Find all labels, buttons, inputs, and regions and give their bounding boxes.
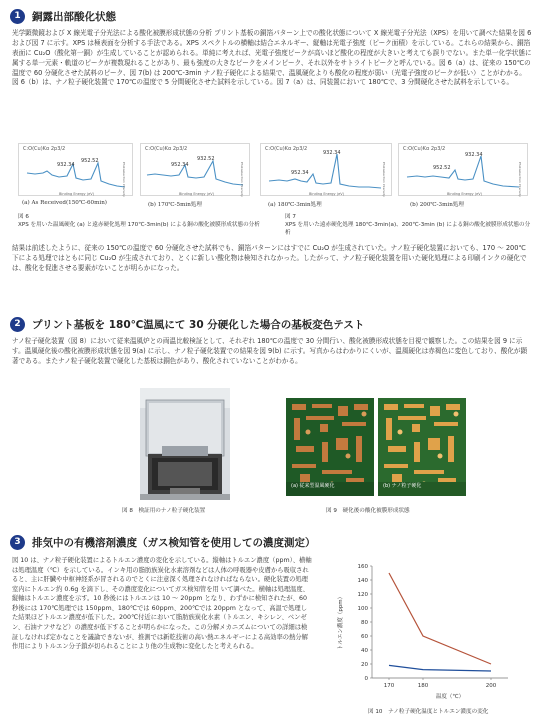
fig7-caption: XPS を用いた遠赤硬化処理 180℃-3min(a)、200℃-3min (b) による銅の酸化被膜形成状態の分析 [285, 222, 531, 237]
fig6-number: 図 6 [18, 214, 29, 220]
section1-paragraph: 光学顕微鏡および X 線光電子分光法による酸化被膜形成状態の分析 プリント基板の銅箔パターン上での酸化状態について X 線光電子分光法（XPS）を用いて調べた結果を図 6 および図 7 に示す。XPS は極表面を分析する手法である。XPS スペクトルの横軸は結合エネルギー、縦軸は光電子強度（ピーク面積）を示している。これらの結果から、銅箔表面に Cu₂O（酸化第一銅）が生成していることが認められる。単純に考えれば、光電子強度ピークが高いほど酸化の程度が大きいと考えても誤りでない。また単一化学状態に属する単一元素・軌道のピークが複数現れることがあり、最も強度の大きなピークをメインピーク、それ以外をサトライトピークと呼んでいる。図 6（a）は、従来の 150℃の温度で 60 分硬化させた試料のピーク、図 7(b) は 200℃-3min ナノ粒子硬化による結果で、温風硬化よりも酸化の程度が弱い（光電子強度のピークが低い）ことがわかる。図 6（b）は、ナノ粒子硬化装置で 170℃の温度で 5 分間硬化させた試料を示している。図 7（a）は、同装置において 180℃で、3 分間硬化させた試料を示している。 [12, 29, 532, 87]
spectrum-title: C:O(Cu)Kα 2p3/2 [23, 146, 66, 152]
fig7-number: 図 7 [285, 214, 296, 220]
section-number: 3 [10, 535, 25, 550]
y-tick-label: 140 [357, 578, 368, 584]
section2-paragraph: ナノ粒子硬化装置（図 8）において従来温風炉との両温比較検証として、それぞれ 180℃の温度で 30 分間行い、酸化被膜形成状態を目視で観察した。この結果を図 9 に示す。温風硬化後の酸化被膜形成状態を図 9(a) に示し、ナノ粒子硬化装置での結果を図 9(b) に示す。写真からはわかりにくいが、温風硬化は赤褐色に変色しており、酸化が顕著である。またナノ粒子硬化装置で硬化した基板は銅色があり、酸化されていないことがわかる。 [12, 337, 528, 365]
spectrum-label-d: (b) 200℃-3min処理 [410, 202, 464, 208]
fig8-caption: 図 8 検証用のナノ粒子硬化装置 [122, 508, 206, 514]
xps-spectrum-c [260, 143, 392, 196]
spectrum-xaxis: Binding Energy (eV) [59, 192, 94, 196]
fig9-caption: 図 9 硬化後の酸化被膜形成状態 [326, 508, 410, 514]
y-axis-label: トルエン濃度（ppm） [338, 593, 344, 651]
curing-device-photo [140, 388, 230, 500]
spectrum-yaxis: Photoelectron Intensity (cps) [382, 162, 386, 197]
spectrum-yaxis: Photoelectron Intensity (cps) [518, 162, 522, 197]
spectrum-xaxis: Binding Energy (eV) [447, 192, 482, 196]
peak-label-2: 932.52 [197, 156, 215, 162]
y-tick-label: 0 [364, 676, 368, 682]
y-tick-label: 20 [361, 662, 368, 668]
fig6-caption: XPS を用いた温風硬化 (a) と遠赤硬化処理 170℃-3min(b) による銅の酸化被膜形成状態の分析 [18, 222, 260, 228]
section3-paragraph: 図 10 は、ナノ粒子硬化装置によるトルエン濃度の変化を示している。縦軸はトルエン濃度（ppm）、横軸は処理温度（℃）を示している。インキ用の脂肪族炭化水素溶剤などは人体の呼吸器や皮膚から吸収されると、主に肝臓や中枢神経系が冒されるのでとくに注意深く処理されなければならない。硬化装置の処理室内にトルエン約 0.6g を滴下し、その濃度変化についてガス検知管を用 いて調べた。横軸は処理温度、縦軸はトルエン濃度を示す。10 秒後にはトルエンは 10 ～ 20ppm となり、わずかに検知されたが、60 秒後には 170℃処理では 150ppm、180℃では 60ppm、200℃では 20ppm となって、高温で処理した結果ほどトルエン濃度が低下した。200℃付近において脂肪族炭化水素（トルエン、キシレン、ベンゼン、石油ナフサなど）の濃度が低下することが明らかになった。この分解メカニズムについての詳細は検証しなければ定かなことを議論できないが、推測では新乾技術の高い熱エネルギーによる高効率の熱分解作用によりトルエン分子鎖が切られることにより他の生成物に変化したと考えられる。 [12, 557, 312, 651]
peak-label-2: 932.34 [323, 150, 341, 156]
y-tick-label: 40 [361, 648, 368, 654]
spectrum-label-a: (a) As Received(150℃-60min) [22, 200, 107, 206]
xps-spectrum-a [18, 143, 133, 196]
peak-label-1: 952.34 [291, 170, 309, 176]
board-a-label: (a) 従来型温風硬化 [291, 483, 335, 489]
peak-label-1: 952.34 [171, 162, 189, 168]
y-tick-label: 120 [357, 592, 368, 598]
section-title: 排気中の有機溶剤濃度（ガス検知管を使用しての濃度測定） [32, 536, 316, 549]
peak-label-1: 952.52 [433, 165, 451, 171]
spectrum-title: C:O(Cu)Kα 2p3/2 [265, 146, 308, 152]
x-axis-label: 温度（℃） [435, 694, 465, 700]
peak-label-2: 932.34 [465, 152, 483, 158]
spectrum-yaxis: Photoelectron Intensity (cps) [122, 162, 126, 197]
peak-label-1: 932.34 [57, 162, 75, 168]
spectrum-yaxis: Photoelectron Intensity (cps) [240, 162, 244, 197]
spectrum-title: C:O(Cu)Kα 2p3/2 [145, 146, 188, 152]
x-tick-label: 170 [383, 683, 395, 689]
spectrum-label-c: (a) 180℃-3min処理 [268, 202, 322, 208]
spectrum-xaxis: Binding Energy (eV) [309, 192, 344, 196]
xps-spectrum-b [140, 143, 250, 196]
section2-header [10, 316, 364, 332]
y-tick-label: 80 [361, 620, 368, 626]
x-tick-label: 180 [417, 683, 429, 689]
x-tick-label: 200 [485, 683, 497, 689]
section-number: 1 [10, 9, 25, 24]
peak-label-2: 952.52 [81, 158, 99, 164]
fig10-caption: 図 10 ナノ粒子硬化温度とトルエン濃度の変化 [368, 709, 489, 715]
series-line-1 [389, 573, 491, 664]
y-tick-label: 160 [357, 564, 368, 570]
y-tick-label: 100 [357, 606, 368, 612]
series-line-2 [389, 665, 491, 671]
spectrum-title: C:O(Cu)Kα 2p3/2 [403, 146, 446, 152]
section1-result: 結果は前述したように、従来の 150℃の温度で 60 分硬化させた試料でも、銅箔パターンにはすでに Cu₂O が生成されていた。ナノ粒子硬化装置においても、170 ～ 200℃下による処理ではともに同じ Cu₂O が生成されており、とくに新しい酸化物は検知されなかった。したがって、ナノ粒子硬化装置を用いた硬化処理による印刷インクの硬化では、酸化を促進させる要素がないことが明らかになった。 [12, 244, 527, 272]
xps-spectrum-d [398, 143, 528, 196]
section-number: 2 [10, 317, 25, 332]
spectrum-xaxis: Binding Energy (eV) [179, 192, 214, 196]
board-b-label: (b) ナノ粒子硬化 [383, 483, 422, 489]
section3-header [10, 534, 316, 550]
section-title: プリント基板を 180℃温風にて 30 分硬化した場合の基板変色テスト [32, 318, 365, 331]
spectrum-label-b: (b) 170℃-5min処理 [148, 202, 202, 208]
section-title: 銅露出部酸化状態 [32, 10, 116, 23]
toluene-chart [330, 558, 520, 708]
section1-header [10, 8, 116, 24]
y-tick-label: 60 [361, 634, 368, 640]
